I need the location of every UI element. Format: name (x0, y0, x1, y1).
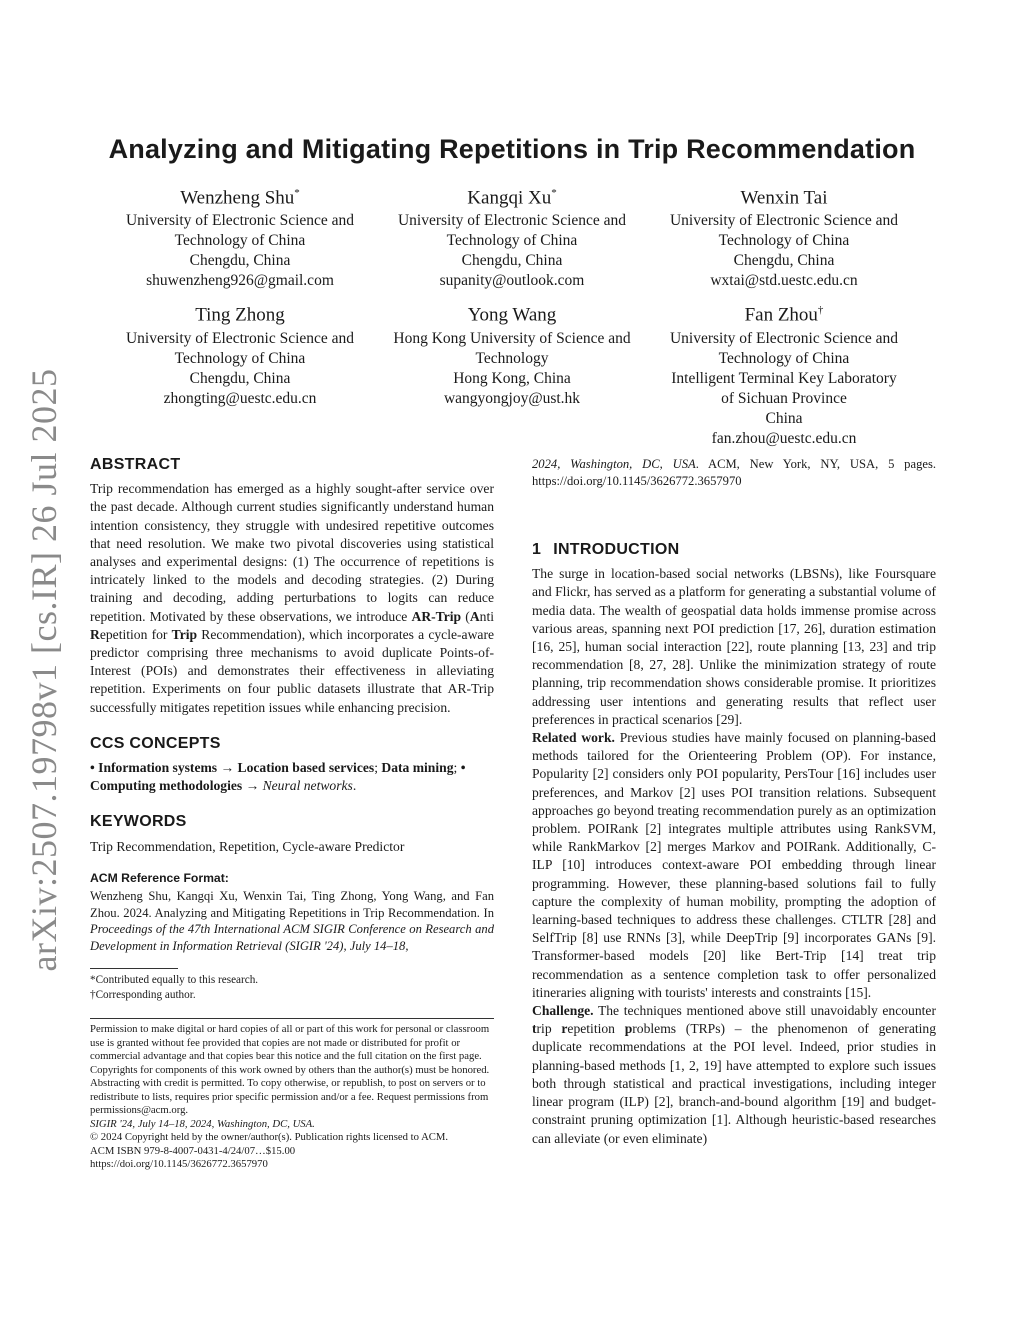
acm-reference-continuation: 2024, Washington, DC, USA. ACM, New York, NY, USA, 5 pages. https://doi.org/10.1145/3626772.3657970 (532, 457, 937, 488)
author-mark: † (817, 304, 824, 317)
related-work-label: Related work. (532, 730, 615, 746)
author-affiliation: Technology of China (174, 232, 306, 250)
abstract-text: Trip recommendation has emerged as a highly sought-after service over the past decade. Although current studies significantly understand human intention consistency, they struggle with undesired repetitive outcomes that need resolution. We make two pivotal discoveries using statistical analyses and experimental designs: (1) The occurrence of repetitions is intricately linked to the models and decoding strategies. (2) During training and decoding, adding perturbations to logits can reduce repetition. Motivated by these observations, we introduce AR-Trip (Anti Repetition for Trip Recommendation), which incorporates a cycle-aware predictor comprising three mechanisms to avoid duplicate Points-of-Interest (POIs) and demonstrates their effectiveness in alleviating repetition. Experiments on four public datasets illustrate that AR-Trip successfully mitigates repetition issues while enhancing precision. (90, 481, 495, 715)
author-affiliation: Technology of China (174, 349, 306, 367)
left-column (90, 456, 494, 1172)
challenge-label: Challenge. (532, 1003, 594, 1019)
author-email: wangyongjoy@ust.hk (443, 389, 581, 407)
author-mark: * (294, 187, 300, 199)
author-name: Fan Zhou (744, 304, 818, 326)
ccs-heading: CCS CONCEPTS (90, 734, 221, 752)
acm-reference-format (90, 870, 494, 955)
author-name: Kangqi Xu (467, 187, 552, 209)
introduction-section (532, 541, 936, 1148)
introduction-heading: 1 INTRODUCTION (532, 541, 680, 558)
arxiv-identifier: arXiv:2507.19798v1 [cs.IR] 26 Jul 2025 (24, 368, 64, 972)
keywords-heading: KEYWORDS (90, 813, 187, 831)
author-location: Hong Kong, China (453, 369, 571, 387)
author-location: Chengdu, China (189, 369, 291, 387)
abstract-heading: ABSTRACT (90, 456, 181, 473)
author-email: shuwenzheng926@gmail.com (146, 272, 334, 290)
author-affiliation: University of Electronic Science and (125, 329, 355, 347)
keywords-section (90, 813, 494, 855)
author-affiliation: University of Electronic Science and (669, 329, 899, 347)
footnote-equal-contribution: *Contributed equally to this research. (90, 974, 259, 987)
author-location: Chengdu, China (733, 252, 835, 270)
doi-link[interactable]: https://doi.org/10.1145/3626772.3657970 (90, 1158, 268, 1171)
related-work-paragraph: Related work. Previous studies have mainly focused on planning-based methods tailored for the Orienteering Problem (OP). For instance, Popularity [2] considers only POI popularity, PersTour [16] includes user preferences, and Markov [2] uses POI transition relations. Subsequent approaches go beyond treating recommendation purely as an optimization problem. POIRank [2] integrates multiple attributes using RankSVM, while RankMarkov [2] merges Markov and POIRank. Additionally, C-ILP [10] introduces context-aware POI embedding through linear programming. However, these planning-based solutions fail to fully capture the complexity of human mobility, prompting the adoption of learning-based techniques to address these challenges. CTLTR [28] and SelfTrip [8] use RNNs [3], while DeepTrip [9] incorporates GANs [9]. Transformer-based models [20] like Bert-Trip [14] treat trip recommendation as a sentence completion task to offer personalized itineraries aligning with tourists' interests and constraints [15]. (532, 730, 936, 1000)
conference-line: SIGIR '24, July 14–18, 2024, Washington, DC, USA. (90, 1117, 315, 1130)
acm-reference-label: ACM Reference Format: (90, 870, 229, 885)
author-row (104, 297, 920, 448)
footnote-corresponding-author: †Corresponding author. (90, 988, 196, 1001)
author-card (648, 180, 920, 291)
keywords-text: Trip Recommendation, Repetition, Cycle-aware Predictor (90, 838, 405, 854)
section-number: 1 (532, 541, 542, 558)
author-card (376, 180, 648, 291)
author-name: Ting Zhong (195, 304, 285, 326)
copyright-line: © 2024 Copyright held by the owner/author(s). Publication rights licensed to ACM. (90, 1131, 449, 1144)
model-name: AR-Trip (411, 608, 462, 624)
author-affiliation: of Sichuan Province (721, 389, 847, 407)
ccs-concepts-section (90, 735, 494, 796)
author-card (648, 297, 920, 448)
author-affiliation: Technology of China (718, 232, 850, 250)
author-card (376, 297, 648, 448)
author-affiliation: Technology of China (718, 349, 850, 367)
arxiv-sidebar (18, 368, 70, 972)
author-email: supanity@outlook.com (439, 272, 585, 290)
footnote-divider (90, 968, 178, 969)
author-location: Chengdu, China (189, 252, 291, 270)
abstract-section (90, 456, 494, 717)
author-card (104, 180, 376, 291)
author-name: Wenzheng Shu (180, 187, 295, 209)
author-row (104, 180, 920, 291)
author-card (104, 297, 376, 448)
author-block (104, 180, 920, 455)
author-location: China (765, 409, 803, 427)
permission-notice (90, 1018, 494, 1172)
author-name: Yong Wang (467, 304, 557, 326)
author-location: Chengdu, China (461, 252, 563, 270)
intro-paragraph: The surge in location-based social networks (LBSNs), like Foursquare and Flickr, has served as a platform for generating a substantial volume of media data. The wealth of geospatial data holds immense promise across various areas, spanning next POI prediction [17, 26], duration estimation [16, 25], human social interaction [22], route planning [13, 23] and trip recommendation [8, 27, 28]. Unlike the minimization strategy of route planning, trip recommendation shows considerable promise. It prioritizes addressing user intentions and generating results that reflect user preferences in practical scenarios [29]. (532, 566, 936, 727)
author-affiliation: Technology of China (446, 232, 578, 250)
author-affiliation: Hong Kong University of Science and (393, 329, 631, 347)
author-affiliation: Intelligent Terminal Key Laboratory (671, 369, 897, 387)
challenge-paragraph: Challenge. The techniques mentioned above still unavoidably encounter trip repetition problems (TRPs) – the phenomenon of generating duplicate recommendations at the POI level. Indeed, prior studies in planning-based methods [1, 2, 19] have attempted to explore such issues both through statistical and practical investigations, including integer linear program (ILP) [2], branch-and-bound algorithm [19] and budget-constraint pruning optimization [1]. Although heuristic-based researches can alleviate (or even eliminate) (532, 1003, 936, 1146)
footnotes (90, 973, 494, 1002)
author-affiliation: University of Electronic Science and (397, 212, 627, 230)
paper-title: Analyzing and Mitigating Repetitions in Trip Recommendation (108, 134, 916, 164)
ccs-text: • Information systems → Location based services; Data mining; • Computing methodologies → Neural networks. (90, 760, 466, 794)
author-affiliation: Technology (475, 349, 549, 367)
author-mark: * (551, 187, 557, 199)
author-email: zhongting@uestc.edu.cn (163, 389, 317, 407)
permission-text: Permission to make digital or hard copies of all or part of this work for personal or classroom use is granted without fee provided that copies are not made or distributed for profit or commercial advantage and that copies bear this notice and the full citation on the first page. Copyrights for components of this work owned by others than the author(s) must be honored. Abstracting with credit is permitted. To copy otherwise, or republish, to post on servers or to redistribute to lists, requires prior specific permission and/or a fee. Request permissions from permissions@acm.org. (90, 1023, 490, 1117)
right-column (532, 456, 936, 1148)
author-affiliation: University of Electronic Science and (669, 212, 899, 230)
acm-reference-text: Wenzheng Shu, Kangqi Xu, Wenxin Tai, Ting Zhong, Yong Wang, and Fan Zhou. 2024. Analyzing and Mitigating Repetitions in Trip Recommendation. In Proceedings of the 47th International ACM SIGIR Conference on Research and Development in Information Retrieval (SIGIR '24), July 14–18, (90, 889, 494, 953)
isbn-line: ACM ISBN 979-8-4007-0431-4/24/07…$15.00 (90, 1144, 296, 1157)
author-name: Wenxin Tai (740, 187, 828, 209)
author-affiliation: University of Electronic Science and (125, 212, 355, 230)
author-email: fan.zhou@uestc.edu.cn (711, 429, 857, 447)
author-email: wxtai@std.uestc.edu.cn (710, 272, 858, 290)
